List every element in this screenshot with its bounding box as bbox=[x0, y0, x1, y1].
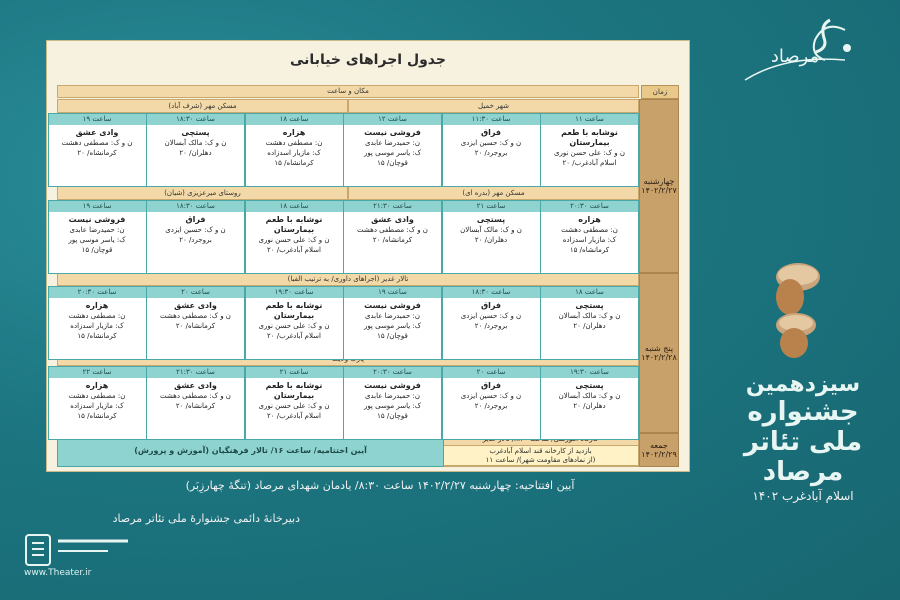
play-detail: دهلران/ ۲۰ bbox=[179, 149, 212, 157]
time-column-header: زمان bbox=[641, 85, 679, 99]
play-detail: کرمانشاه/ ۲۰ bbox=[77, 149, 117, 157]
slot-body bbox=[541, 125, 638, 168]
slot-body bbox=[49, 378, 146, 421]
play-detail: اسلام آبادغرب/ ۲۰ bbox=[267, 332, 321, 340]
performance-slot bbox=[146, 200, 245, 274]
slot-body bbox=[49, 212, 146, 255]
play-title: وادی عشق bbox=[371, 215, 414, 224]
theater-site-logo bbox=[20, 527, 140, 587]
play-detail: دهلران/ ۲۰ bbox=[474, 236, 508, 244]
performance-slot bbox=[245, 286, 344, 360]
play-detail: ک: مازیار اسدزاده bbox=[70, 402, 124, 410]
performance-slot bbox=[245, 200, 344, 274]
play-detail: ن و ک: علی حسن نوری bbox=[258, 322, 330, 330]
svg-text:مرصاد: مرصاد bbox=[770, 46, 820, 67]
play-detail: ن و ک: حسین ایزدی bbox=[460, 392, 522, 400]
play-title: پستچی bbox=[181, 128, 210, 137]
play-detail: دهلران/ ۲۰ bbox=[573, 402, 606, 410]
play-title: نوشابه با طعم بیمارستان bbox=[265, 215, 323, 234]
play-detail: ک: مازیار اسدزاده bbox=[267, 149, 321, 157]
performance-slot bbox=[343, 286, 442, 360]
play-detail: ن: مصطفی دهشت bbox=[68, 392, 126, 400]
site-url[interactable]: www.Theater.ir bbox=[24, 568, 92, 578]
play-title: نوشابه با طعم بیمارستان bbox=[265, 381, 323, 400]
slot-body bbox=[344, 125, 441, 168]
play-detail: ن: مصطفی دهشت bbox=[68, 312, 126, 320]
play-detail: ن و ک: مصطفی دهشت bbox=[160, 312, 231, 320]
performance-slot bbox=[48, 113, 147, 187]
performance-slot bbox=[48, 366, 147, 440]
play-detail: ن و ک: حسین ایزدی bbox=[460, 139, 522, 147]
closing-ceremony: آیین اختتامیه/ ساعت ۱۶/ تالار فرهنگیان (آموزش و پرورش) bbox=[57, 433, 444, 467]
play-detail: قوچان/ ۱۵ bbox=[377, 332, 408, 340]
slot-body bbox=[147, 298, 244, 331]
performance-slot bbox=[146, 113, 245, 187]
play-detail: ک: یاسر موسی پور bbox=[363, 149, 422, 157]
slot-time: ساعت ۲۰:۳۰ bbox=[344, 367, 441, 378]
play-title: وادی عشق bbox=[174, 381, 217, 390]
play-detail: قوچان/ ۱۵ bbox=[81, 246, 113, 254]
play-title: نوشابه با طعم بیمارستان bbox=[265, 301, 323, 320]
play-detail: اسلام آبادغرب/ ۲۰ bbox=[267, 246, 321, 254]
performance-slot bbox=[540, 286, 639, 360]
slot-time: ساعت ۱۱:۳۰ bbox=[443, 114, 540, 125]
place-mirazizi: روستای میرعزیزی (شیان) bbox=[57, 186, 348, 200]
play-detail: دهلران/ ۲۰ bbox=[573, 322, 606, 330]
performance-slot bbox=[245, 113, 344, 187]
play-detail: قوچان/ ۱۵ bbox=[377, 159, 408, 167]
slot-body bbox=[246, 298, 343, 341]
slot-body bbox=[541, 298, 638, 331]
play-detail: ن و ک: مصطفی دهشت bbox=[160, 392, 231, 400]
play-detail: ن: حمیدرضا عابدی bbox=[365, 139, 420, 147]
day-wednesday: چهارشنبه ۱۴۰۲/۲/۲۷ bbox=[639, 99, 679, 273]
play-detail: کرمانشاه/ ۱۵ bbox=[569, 246, 610, 254]
play-title: هزاره bbox=[85, 381, 109, 390]
slot-time: ساعت ۱۹ bbox=[344, 287, 441, 298]
slot-time: ساعت ۱۸:۳۰ bbox=[147, 114, 244, 125]
slot-body bbox=[147, 212, 244, 245]
performance-slot bbox=[48, 200, 147, 274]
play-detail: ن: حمیدرضا عابدی bbox=[365, 392, 420, 400]
play-detail: ن و ک: مصطفی دهشت bbox=[357, 226, 428, 234]
play-detail: کرمانشاه/ ۱۵ bbox=[274, 159, 314, 167]
performance-slot bbox=[540, 366, 639, 440]
slot-time: ساعت ۱۸ bbox=[246, 114, 343, 125]
play-detail: ن و ک: مصطفی دهشت bbox=[61, 139, 133, 147]
festival-line2: جشنواره bbox=[747, 397, 859, 427]
factory-visit-line1: بازدید از کارخانه قند اسلام آبادغرب bbox=[489, 447, 592, 455]
play-detail: ن و ک: حسین ایزدی bbox=[460, 312, 522, 320]
day-friday: جمعه ۱۴۰۲/۲/۲۹ bbox=[639, 433, 679, 467]
place-time-header: مکان و ساعت bbox=[57, 85, 639, 98]
place-mehr-sharafabad: مسکن مهر (شرف آباد) bbox=[57, 99, 348, 113]
slot-time: ساعت ۱۱ bbox=[541, 114, 638, 125]
slot-time: ساعت ۲۰ bbox=[147, 287, 244, 298]
schedule-grid bbox=[57, 85, 679, 465]
slot-time: ساعت ۱۹:۳۰ bbox=[541, 367, 638, 378]
slot-time: ساعت ۲۱:۳۰ bbox=[344, 201, 441, 212]
performance-slot bbox=[442, 366, 541, 440]
slot-time: ساعت ۱۸ bbox=[541, 287, 638, 298]
slot-time: ساعت ۲۱ bbox=[246, 367, 343, 378]
festival-city-year: اسلام آبادغرب ۱۴۰۲ bbox=[752, 489, 854, 503]
play-detail: کرمانشاه/ ۲۰ bbox=[175, 402, 216, 410]
slot-time: ساعت ۲۱ bbox=[443, 201, 540, 212]
play-title: فراق bbox=[480, 381, 502, 390]
play-detail: کرمانشاه/ ۲۰ bbox=[175, 322, 216, 330]
play-title: وادی عشق bbox=[174, 301, 217, 310]
slot-time: ساعت ۱۲ bbox=[344, 114, 441, 125]
slot-body bbox=[246, 125, 343, 168]
play-title: فروشی نیست bbox=[68, 215, 126, 224]
play-detail: ن و ک: حسین ایزدی bbox=[165, 226, 226, 234]
slot-body bbox=[344, 378, 441, 421]
play-title: هزاره bbox=[282, 128, 306, 137]
slot-time: ساعت ۱۸ bbox=[246, 201, 343, 212]
slot-body bbox=[49, 298, 146, 341]
play-detail: کرمانشاه/ ۱۵ bbox=[77, 412, 117, 420]
slot-body bbox=[246, 212, 343, 255]
schedule-main bbox=[57, 85, 639, 465]
slot-time: ساعت ۱۹ bbox=[49, 201, 146, 212]
play-detail: ن: مصطفی دهشت bbox=[561, 226, 618, 234]
play-detail: کرمانشاه/ ۱۵ bbox=[77, 332, 117, 340]
slot-time: ساعت ۱۹ bbox=[49, 114, 146, 125]
slot-body bbox=[344, 212, 441, 245]
slot-time: ساعت ۲۰:۳۰ bbox=[541, 201, 638, 212]
schedule-poster bbox=[46, 40, 690, 472]
slot-time: ساعت ۱۹:۳۰ bbox=[246, 287, 343, 298]
play-detail: اسلام آبادغرب/ ۲۰ bbox=[267, 412, 321, 420]
festival-line1: سیزدهمین bbox=[745, 372, 861, 397]
play-title: فروشی نیست bbox=[364, 128, 421, 137]
performance-slot bbox=[540, 113, 639, 187]
play-title: فروشی نیست bbox=[364, 381, 421, 390]
performance-slot bbox=[343, 200, 442, 274]
performance-slot bbox=[146, 286, 245, 360]
slot-time: ساعت ۱۸:۳۰ bbox=[147, 201, 244, 212]
play-detail: ک: مازیار اسدزاده bbox=[562, 236, 617, 244]
festival-title bbox=[728, 372, 878, 503]
place-ghadir: تالار غدیر (اجراهای داوری/ به ترتیب الفبا) bbox=[57, 273, 639, 286]
performance-slot bbox=[48, 286, 147, 360]
slot-body bbox=[541, 212, 638, 255]
play-title: پستچی bbox=[476, 215, 506, 224]
play-detail: ن: مصطفی دهشت bbox=[265, 139, 323, 147]
festival-line3: ملی تئاتر bbox=[743, 427, 863, 457]
slot-body bbox=[49, 125, 146, 158]
performance-slot bbox=[343, 113, 442, 187]
play-detail: ن و ک: مالک آبسالان bbox=[164, 139, 227, 147]
play-detail: ن و ک: علی حسن نوری bbox=[258, 402, 330, 410]
play-title: پستچی bbox=[575, 301, 604, 310]
play-title: پستچی bbox=[575, 381, 604, 390]
play-detail: ن و ک: علی حسن نوری bbox=[554, 149, 625, 157]
acorn-illustration bbox=[760, 255, 830, 360]
play-detail: ک: یاسر موسی پور bbox=[363, 322, 422, 330]
slot-body bbox=[344, 298, 441, 341]
play-detail: ک: مازیار اسدزاده bbox=[70, 322, 124, 330]
play-detail: ن: حمیدرضا عابدی bbox=[69, 226, 125, 234]
play-title: فروشی نیست bbox=[364, 301, 421, 310]
play-detail: قوچان/ ۱۵ bbox=[377, 412, 408, 420]
slot-time: ساعت ۱۸:۳۰ bbox=[443, 287, 540, 298]
slot-body bbox=[443, 378, 540, 411]
performance-slot bbox=[343, 366, 442, 440]
festival-logo-top bbox=[735, 10, 865, 100]
slot-body bbox=[443, 298, 540, 331]
slot-time: ساعت ۲۲ bbox=[49, 367, 146, 378]
play-detail: ن: حمیدرضا عابدی bbox=[365, 312, 420, 320]
play-title: فراق bbox=[185, 215, 206, 224]
performance-slot bbox=[245, 366, 344, 440]
slot-body bbox=[147, 378, 244, 411]
slot-body bbox=[541, 378, 638, 411]
slot-body bbox=[147, 125, 244, 158]
slot-time: ساعت ۲۰ bbox=[443, 367, 540, 378]
secretariat-note: دبیرخانهٔ دائمی جشنوارهٔ ملی تئاتر مرصاد bbox=[112, 512, 300, 525]
opening-ceremony-note: آیین افتتاحیه: چهارشنبه ۱۴۰۲/۲/۲۷ ساعت ۸:۳۰/ یادمان شهدای مرصاد (تنگهٔ چهارزِبَر) bbox=[185, 479, 575, 492]
play-title: فراق bbox=[480, 301, 502, 310]
play-title: فراق bbox=[480, 128, 502, 137]
play-detail: ن و ک: مالک آبسالان bbox=[558, 312, 621, 320]
factory-visit-line2: (از نمادهای مقاومت شهر)/ ساعت ۱۱ bbox=[442, 455, 639, 466]
play-title: وادی عشق bbox=[75, 128, 119, 137]
performance-slot bbox=[146, 366, 245, 440]
play-title: هزاره bbox=[85, 301, 109, 310]
festival-line4: مرصاد bbox=[762, 457, 844, 487]
slot-body bbox=[443, 125, 540, 158]
schedule-title: جدول اجراهای خیابانی bbox=[47, 41, 689, 79]
performance-slot bbox=[442, 113, 541, 187]
play-detail: ن و ک: مالک آبسالان bbox=[460, 226, 522, 234]
slot-time: ساعت ۲۰:۳۰ bbox=[49, 287, 146, 298]
place-mehr-badreh: مسکن مهر (بدره ای) bbox=[348, 186, 639, 200]
performance-slot bbox=[442, 200, 541, 274]
place-khomeil: شهر خمیل bbox=[348, 99, 639, 113]
play-detail: ن و ک: مالک آبسالان bbox=[558, 392, 621, 400]
slot-body bbox=[443, 212, 540, 245]
performance-slot bbox=[442, 286, 541, 360]
play-title: نوشابه با طعم بیمارستان bbox=[561, 128, 618, 147]
slot-time: ساعت ۲۱:۳۰ bbox=[147, 367, 244, 378]
performance-slot bbox=[540, 200, 639, 274]
play-detail: بروجرد/ ۲۰ bbox=[474, 149, 508, 157]
play-detail: اسلام آبادغرب/ ۲۰ bbox=[562, 159, 617, 167]
play-detail: ک: یاسر موسی پور bbox=[68, 236, 126, 244]
play-detail: ن و ک: علی حسن نوری bbox=[258, 236, 330, 244]
play-detail: بروجرد/ ۲۰ bbox=[474, 402, 508, 410]
play-title: هزاره bbox=[578, 215, 601, 224]
play-detail: بروجرد/ ۲۰ bbox=[179, 236, 212, 244]
play-detail: ک: یاسر موسی پور bbox=[363, 402, 422, 410]
play-detail: بروجرد/ ۲۰ bbox=[474, 322, 508, 330]
play-detail: کرمانشاه/ ۲۰ bbox=[372, 236, 413, 244]
day-thursday: پنج شنبه ۱۴۰۲/۲/۲۸ bbox=[639, 273, 679, 433]
slot-body bbox=[246, 378, 343, 421]
